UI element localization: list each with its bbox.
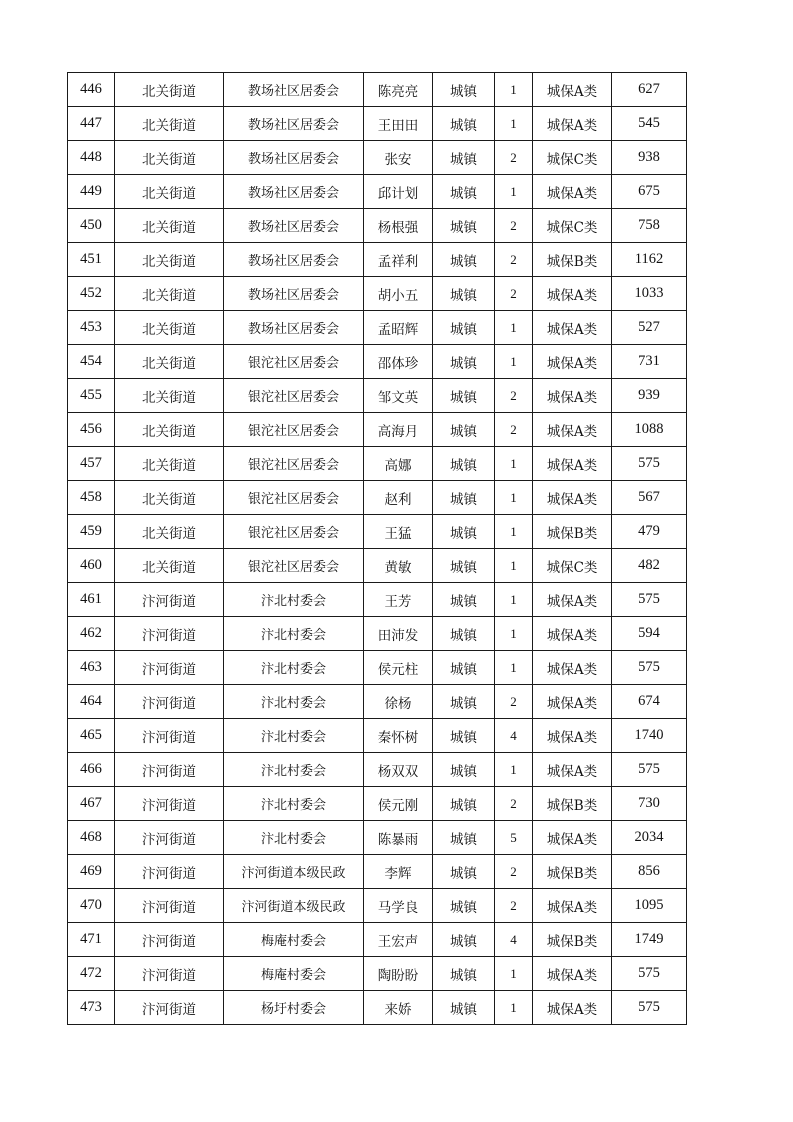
cell-name: 高海月 [364,413,433,447]
cell-household-size: 1 [495,617,533,651]
cell-name: 孟祥利 [364,243,433,277]
cell-area-type: 城镇 [433,787,495,821]
cell-aid-category: 城保A类 [533,753,612,787]
cell-community: 梅庵村委会 [224,923,364,957]
cell-name: 来娇 [364,991,433,1025]
cell-amount: 856 [612,855,687,889]
table-row [68,549,687,583]
cell-community: 汴北村委会 [224,719,364,753]
table-row [68,379,687,413]
table-row [68,821,687,855]
cell-household-size: 2 [495,889,533,923]
cell-aid-category: 城保A类 [533,277,612,311]
cell-amount: 675 [612,175,687,209]
cell-aid-category: 城保A类 [533,957,612,991]
table-row [68,651,687,685]
cell-household-size: 1 [495,447,533,481]
cell-name: 杨根强 [364,209,433,243]
cell-amount: 527 [612,311,687,345]
cell-area-type: 城镇 [433,651,495,685]
cell-amount: 938 [612,141,687,175]
cell-area-type: 城镇 [433,481,495,515]
cell-street: 北关街道 [115,209,224,243]
cell-household-size: 1 [495,345,533,379]
cell-community: 梅庵村委会 [224,957,364,991]
cell-index: 468 [68,821,115,855]
cell-household-size: 1 [495,515,533,549]
table-row [68,753,687,787]
cell-name: 高娜 [364,447,433,481]
cell-household-size: 4 [495,923,533,957]
cell-index: 458 [68,481,115,515]
cell-name: 邱计划 [364,175,433,209]
cell-name: 田沛发 [364,617,433,651]
cell-name: 王猛 [364,515,433,549]
table-row [68,685,687,719]
table-row [68,889,687,923]
cell-index: 450 [68,209,115,243]
cell-aid-category: 城保B类 [533,787,612,821]
cell-name: 陶盼盼 [364,957,433,991]
cell-aid-category: 城保A类 [533,821,612,855]
cell-street: 北关街道 [115,345,224,379]
cell-street: 汴河街道 [115,719,224,753]
cell-amount: 545 [612,107,687,141]
cell-area-type: 城镇 [433,107,495,141]
cell-street: 北关街道 [115,73,224,107]
cell-area-type: 城镇 [433,753,495,787]
cell-aid-category: 城保C类 [533,141,612,175]
cell-aid-category: 城保B类 [533,923,612,957]
cell-index: 473 [68,991,115,1025]
table-row [68,617,687,651]
cell-street: 北关街道 [115,141,224,175]
cell-aid-category: 城保A类 [533,719,612,753]
cell-household-size: 1 [495,651,533,685]
cell-amount: 1088 [612,413,687,447]
cell-street: 北关街道 [115,243,224,277]
cell-aid-category: 城保A类 [533,991,612,1025]
cell-aid-category: 城保A类 [533,379,612,413]
table-row [68,311,687,345]
cell-amount: 482 [612,549,687,583]
cell-index: 457 [68,447,115,481]
cell-amount: 2034 [612,821,687,855]
table-row [68,957,687,991]
cell-street: 北关街道 [115,481,224,515]
cell-name: 侯元刚 [364,787,433,821]
cell-street: 汴河街道 [115,753,224,787]
cell-aid-category: 城保A类 [533,889,612,923]
cell-index: 472 [68,957,115,991]
cell-household-size: 1 [495,991,533,1025]
cell-name: 杨双双 [364,753,433,787]
cell-index: 453 [68,311,115,345]
cell-community: 汴北村委会 [224,617,364,651]
table-row [68,413,687,447]
cell-amount: 575 [612,753,687,787]
cell-aid-category: 城保A类 [533,73,612,107]
cell-street: 汴河街道 [115,787,224,821]
cell-community: 银沱社区居委会 [224,345,364,379]
cell-name: 邹文英 [364,379,433,413]
cell-street: 北关街道 [115,107,224,141]
cell-household-size: 1 [495,549,533,583]
cell-index: 464 [68,685,115,719]
cell-street: 北关街道 [115,311,224,345]
cell-community: 教场社区居委会 [224,209,364,243]
cell-name: 马学良 [364,889,433,923]
table-row [68,209,687,243]
cell-street: 汴河街道 [115,685,224,719]
records-table [67,72,687,1025]
cell-area-type: 城镇 [433,141,495,175]
cell-amount: 1749 [612,923,687,957]
cell-household-size: 1 [495,73,533,107]
cell-area-type: 城镇 [433,277,495,311]
cell-household-size: 2 [495,277,533,311]
table-row [68,991,687,1025]
cell-household-size: 2 [495,855,533,889]
cell-household-size: 1 [495,175,533,209]
cell-area-type: 城镇 [433,549,495,583]
cell-area-type: 城镇 [433,957,495,991]
cell-name: 胡小五 [364,277,433,311]
cell-aid-category: 城保A类 [533,583,612,617]
cell-aid-category: 城保A类 [533,481,612,515]
cell-community: 银沱社区居委会 [224,413,364,447]
cell-name: 陈暴雨 [364,821,433,855]
cell-community: 教场社区居委会 [224,243,364,277]
cell-street: 汴河街道 [115,651,224,685]
cell-index: 447 [68,107,115,141]
cell-area-type: 城镇 [433,413,495,447]
cell-index: 459 [68,515,115,549]
table-row [68,73,687,107]
cell-index: 462 [68,617,115,651]
cell-index: 470 [68,889,115,923]
cell-name: 邵体珍 [364,345,433,379]
cell-community: 教场社区居委会 [224,107,364,141]
cell-aid-category: 城保A类 [533,617,612,651]
cell-index: 456 [68,413,115,447]
cell-aid-category: 城保B类 [533,243,612,277]
cell-household-size: 2 [495,787,533,821]
cell-household-size: 2 [495,413,533,447]
cell-street: 汴河街道 [115,889,224,923]
table-row [68,923,687,957]
cell-household-size: 2 [495,379,533,413]
cell-area-type: 城镇 [433,685,495,719]
cell-index: 448 [68,141,115,175]
table-row [68,515,687,549]
cell-area-type: 城镇 [433,583,495,617]
cell-aid-category: 城保B类 [533,855,612,889]
table-row [68,583,687,617]
cell-street: 北关街道 [115,549,224,583]
cell-name: 张安 [364,141,433,175]
cell-area-type: 城镇 [433,515,495,549]
cell-amount: 731 [612,345,687,379]
cell-amount: 730 [612,787,687,821]
table-row [68,719,687,753]
cell-aid-category: 城保A类 [533,175,612,209]
cell-aid-category: 城保A类 [533,685,612,719]
cell-household-size: 4 [495,719,533,753]
cell-index: 455 [68,379,115,413]
cell-aid-category: 城保A类 [533,413,612,447]
cell-amount: 758 [612,209,687,243]
cell-household-size: 2 [495,141,533,175]
cell-name: 陈亮亮 [364,73,433,107]
cell-name: 孟昭辉 [364,311,433,345]
cell-street: 北关街道 [115,379,224,413]
table-row [68,243,687,277]
cell-name: 王田田 [364,107,433,141]
cell-household-size: 2 [495,243,533,277]
cell-index: 466 [68,753,115,787]
cell-area-type: 城镇 [433,719,495,753]
table-row [68,175,687,209]
cell-aid-category: 城保B类 [533,515,612,549]
table-row [68,787,687,821]
cell-aid-category: 城保A类 [533,447,612,481]
cell-index: 449 [68,175,115,209]
cell-index: 471 [68,923,115,957]
cell-community: 汴北村委会 [224,685,364,719]
cell-index: 451 [68,243,115,277]
cell-aid-category: 城保C类 [533,209,612,243]
cell-aid-category: 城保A类 [533,311,612,345]
cell-area-type: 城镇 [433,379,495,413]
cell-community: 银沱社区居委会 [224,379,364,413]
cell-household-size: 2 [495,685,533,719]
cell-community: 教场社区居委会 [224,73,364,107]
table-row [68,107,687,141]
cell-index: 452 [68,277,115,311]
cell-street: 汴河街道 [115,957,224,991]
cell-area-type: 城镇 [433,889,495,923]
cell-aid-category: 城保A类 [533,345,612,379]
cell-community: 汴北村委会 [224,821,364,855]
cell-amount: 1740 [612,719,687,753]
cell-amount: 575 [612,447,687,481]
cell-street: 汴河街道 [115,583,224,617]
cell-amount: 939 [612,379,687,413]
cell-amount: 594 [612,617,687,651]
cell-area-type: 城镇 [433,991,495,1025]
cell-community: 汴河街道本级民政 [224,889,364,923]
cell-index: 454 [68,345,115,379]
cell-household-size: 1 [495,957,533,991]
table-body [68,73,687,1025]
cell-household-size: 1 [495,311,533,345]
cell-name: 王宏声 [364,923,433,957]
cell-area-type: 城镇 [433,311,495,345]
cell-street: 北关街道 [115,447,224,481]
table-row [68,481,687,515]
cell-street: 汴河街道 [115,855,224,889]
cell-community: 汴河街道本级民政 [224,855,364,889]
cell-area-type: 城镇 [433,345,495,379]
cell-area-type: 城镇 [433,923,495,957]
cell-index: 465 [68,719,115,753]
cell-street: 汴河街道 [115,991,224,1025]
cell-community: 杨圩村委会 [224,991,364,1025]
cell-area-type: 城镇 [433,821,495,855]
cell-community: 教场社区居委会 [224,141,364,175]
cell-index: 460 [68,549,115,583]
cell-name: 徐杨 [364,685,433,719]
table-row [68,855,687,889]
cell-household-size: 1 [495,107,533,141]
cell-household-size: 5 [495,821,533,855]
cell-household-size: 2 [495,209,533,243]
cell-amount: 567 [612,481,687,515]
cell-amount: 575 [612,583,687,617]
cell-street: 北关街道 [115,413,224,447]
cell-community: 教场社区居委会 [224,311,364,345]
cell-household-size: 1 [495,753,533,787]
cell-area-type: 城镇 [433,447,495,481]
cell-community: 银沱社区居委会 [224,515,364,549]
cell-household-size: 1 [495,583,533,617]
cell-community: 银沱社区居委会 [224,447,364,481]
cell-community: 银沱社区居委会 [224,481,364,515]
cell-community: 教场社区居委会 [224,175,364,209]
cell-name: 李辉 [364,855,433,889]
cell-area-type: 城镇 [433,175,495,209]
table-row [68,277,687,311]
cell-community: 汴北村委会 [224,583,364,617]
cell-aid-category: 城保C类 [533,549,612,583]
cell-index: 446 [68,73,115,107]
cell-amount: 479 [612,515,687,549]
cell-amount: 627 [612,73,687,107]
cell-street: 北关街道 [115,175,224,209]
cell-community: 汴北村委会 [224,753,364,787]
cell-name: 赵利 [364,481,433,515]
cell-street: 北关街道 [115,277,224,311]
cell-community: 汴北村委会 [224,787,364,821]
cell-amount: 575 [612,957,687,991]
cell-name: 黄敏 [364,549,433,583]
cell-street: 北关街道 [115,515,224,549]
cell-name: 秦怀树 [364,719,433,753]
cell-amount: 1033 [612,277,687,311]
cell-index: 469 [68,855,115,889]
table-row [68,345,687,379]
cell-index: 461 [68,583,115,617]
cell-index: 467 [68,787,115,821]
cell-name: 侯元柱 [364,651,433,685]
cell-area-type: 城镇 [433,617,495,651]
cell-amount: 575 [612,651,687,685]
table-row [68,447,687,481]
cell-community: 银沱社区居委会 [224,549,364,583]
table-row [68,141,687,175]
cell-amount: 1162 [612,243,687,277]
cell-street: 汴河街道 [115,923,224,957]
cell-amount: 1095 [612,889,687,923]
cell-area-type: 城镇 [433,243,495,277]
cell-aid-category: 城保A类 [533,107,612,141]
cell-street: 汴河街道 [115,617,224,651]
cell-index: 463 [68,651,115,685]
cell-area-type: 城镇 [433,73,495,107]
cell-community: 教场社区居委会 [224,277,364,311]
cell-street: 汴河街道 [115,821,224,855]
cell-area-type: 城镇 [433,855,495,889]
cell-community: 汴北村委会 [224,651,364,685]
cell-amount: 575 [612,991,687,1025]
cell-amount: 674 [612,685,687,719]
cell-name: 王芳 [364,583,433,617]
cell-household-size: 1 [495,481,533,515]
cell-area-type: 城镇 [433,209,495,243]
cell-aid-category: 城保A类 [533,651,612,685]
